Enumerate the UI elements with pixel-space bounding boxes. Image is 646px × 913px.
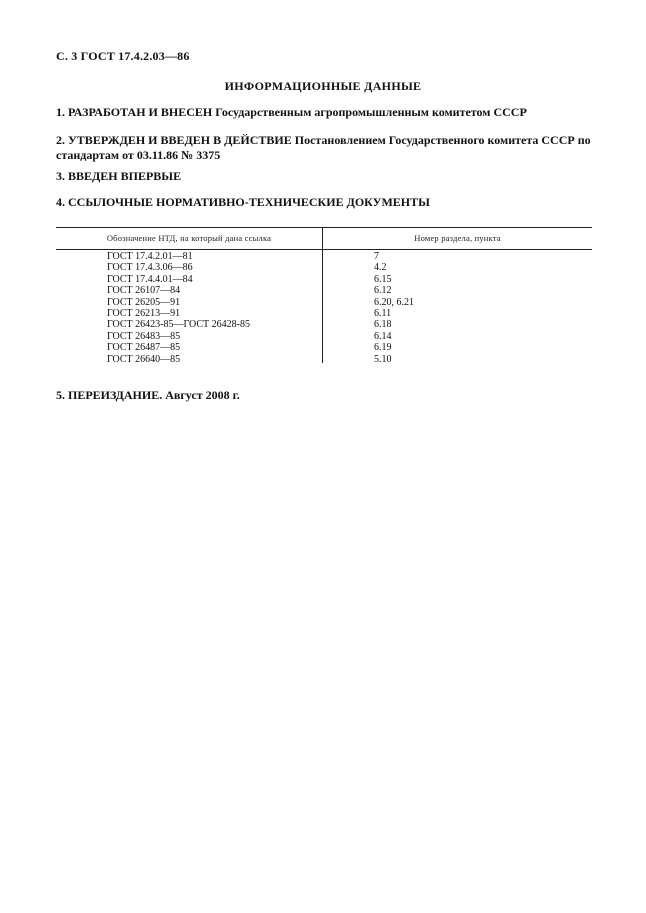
- item-lead: РАЗРАБОТАН И ВНЕСЕН: [68, 105, 213, 119]
- table-row: [56, 297, 592, 308]
- table-body: [56, 251, 592, 365]
- item-lead: ВВЕДЕН ВПЕРВЫЕ: [68, 169, 182, 183]
- table-row: [56, 285, 592, 296]
- item-text: Постановлением Государственного комитета СССР по: [294, 133, 591, 147]
- table-row: [56, 354, 592, 365]
- table-cell-document: ГОСТ 17.4.2.01—81: [107, 251, 193, 262]
- item-number: 1.: [56, 105, 65, 119]
- table-cell-document: ГОСТ 26483—85: [107, 330, 181, 342]
- table-cell-section: 6.20, 6.21: [374, 296, 414, 308]
- table-cell-document: ГОСТ 26107—84: [107, 285, 181, 297]
- table-cell-document: ГОСТ 26423-85—ГОСТ 26428-85: [107, 319, 250, 331]
- info-item-approved: [56, 133, 596, 163]
- table-row: [56, 331, 592, 342]
- item-text-continued: стандартам от 03.11.86 № 3375: [56, 148, 221, 162]
- info-item-references: [56, 195, 596, 210]
- table-row: [56, 308, 592, 319]
- table-cell-section: 5.10: [374, 353, 392, 365]
- item-number: 2.: [56, 133, 65, 147]
- item-lead: ССЫЛОЧНЫЕ НОРМАТИВНО-ТЕХНИЧЕСКИЕ ДОКУМЕНТЫ: [68, 195, 430, 209]
- table-cell-section: 6.18: [374, 319, 392, 331]
- table-cell-section: 7: [374, 251, 379, 262]
- table-cell-section: 4.2: [374, 262, 387, 274]
- info-item-developed: [56, 105, 596, 120]
- table-cell-document: ГОСТ 26640—85: [107, 353, 181, 365]
- table-header-rule: [56, 249, 592, 250]
- reference-table: [56, 227, 592, 363]
- table-cell-section: 6.12: [374, 285, 392, 297]
- item-number: 4.: [56, 195, 65, 209]
- item-number: 5.: [56, 388, 65, 402]
- table-row: [56, 319, 592, 330]
- table-cell-document: ГОСТ 26205—91: [107, 296, 181, 308]
- table-cell-document: ГОСТ 17.4.4.01—84: [107, 273, 193, 285]
- section-title: ИНФОРМАЦИОННЫЕ ДАННЫЕ: [224, 79, 422, 93]
- table-cell-document: ГОСТ 17.4.3.06—86: [107, 262, 193, 274]
- table-header-document: Обозначение НТД, на который дана ссылка: [106, 233, 272, 243]
- item-number: 3.: [56, 169, 65, 183]
- table-cell-document: ГОСТ 26213—91: [107, 307, 181, 319]
- table-cell-section: 6.14: [374, 330, 392, 342]
- table-header-section: Номер раздела, пункта: [414, 233, 501, 243]
- table-row: [56, 251, 592, 262]
- item-text: Август 2008 г.: [165, 388, 240, 402]
- table-row: [56, 274, 592, 285]
- table-cell-document: ГОСТ 26487—85: [107, 342, 181, 354]
- table-row: [56, 262, 592, 273]
- table-top-rule: [56, 227, 592, 228]
- table-cell-section: 6.19: [374, 342, 392, 354]
- item-lead: ПЕРЕИЗДАНИЕ.: [68, 388, 163, 402]
- table-cell-section: 6.15: [374, 273, 392, 285]
- table-row: [56, 342, 592, 353]
- page-header: С. 3 ГОСТ 17.4.2.03—86: [56, 49, 190, 63]
- item-lead: УТВЕРЖДЕН И ВВЕДЕН В ДЕЙСТВИЕ: [68, 133, 292, 147]
- info-item-introduced: [56, 169, 596, 184]
- info-item-reissue: [56, 388, 596, 403]
- table-cell-section: 6.11: [374, 307, 392, 319]
- item-text: Государственным агропромышленным комитетом СССР: [215, 105, 527, 119]
